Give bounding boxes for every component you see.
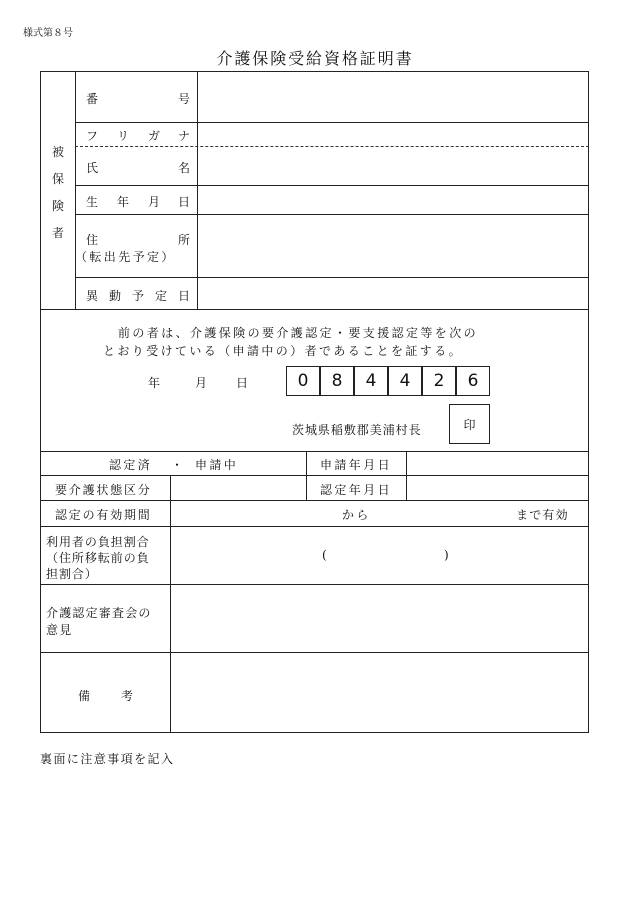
insured-label-divider bbox=[75, 71, 76, 309]
transfer-date-label-4: 日 bbox=[178, 289, 191, 303]
form-frame bbox=[40, 71, 589, 733]
number-label-0: 番 bbox=[86, 92, 99, 106]
opinion-label-2: 意見 bbox=[46, 623, 73, 637]
birthdate-label-2: 月 bbox=[148, 195, 161, 209]
address-label-0: 住 bbox=[86, 233, 99, 247]
date-label-day: 日 bbox=[236, 376, 249, 390]
statement-line-2: とおり受けている（申請中の）者であることを証する。 bbox=[103, 344, 464, 358]
code-digit-2: 4 bbox=[354, 366, 388, 396]
transfer-date-label-3: 定 bbox=[155, 289, 168, 303]
name-label-0: 氏 bbox=[86, 161, 99, 175]
code-digit-0: 0 bbox=[286, 366, 320, 396]
number-label-1: 号 bbox=[178, 92, 191, 106]
insured-section-label-1: 保 bbox=[52, 172, 65, 186]
valid-until: まで有効 bbox=[516, 508, 569, 522]
remarks-label-0: 備 bbox=[78, 689, 91, 703]
remarks-label-1: 考 bbox=[121, 689, 134, 703]
birthdate-label-0: 生 bbox=[86, 195, 99, 209]
code-digit-3: 4 bbox=[388, 366, 422, 396]
address-label-1: 所 bbox=[178, 233, 191, 247]
valid-period-label: 認定の有効期間 bbox=[55, 508, 152, 522]
insured-section-label-2: 険 bbox=[52, 199, 65, 213]
transfer-date-label-0: 異 bbox=[86, 289, 99, 303]
burden-close-paren: ) bbox=[444, 548, 449, 562]
insured-value-divider bbox=[197, 71, 198, 309]
birthdate-label-3: 日 bbox=[178, 195, 191, 209]
address-sub-label: （転出先予定） bbox=[75, 250, 176, 264]
statement-line-1: 前の者は、介護保険の要介護認定・要支援認定等を次の bbox=[118, 326, 479, 340]
form-number: 様式第８号 bbox=[23, 28, 73, 39]
status-separator: ・ bbox=[171, 458, 184, 472]
issuer-name: 茨城県稲敷郡美浦村長 bbox=[292, 423, 422, 437]
status-certified: 認定済 bbox=[109, 458, 153, 472]
certification-date-label: 認定年月日 bbox=[320, 483, 393, 497]
furigana-label-2: ガ bbox=[148, 129, 161, 143]
burden-open-paren: ( bbox=[322, 548, 327, 562]
page-title: 介護保険受給資格証明書 bbox=[216, 49, 414, 68]
insured-section-label-3: 者 bbox=[52, 226, 65, 240]
birthdate-label-1: 年 bbox=[117, 195, 130, 209]
burden-label-2: （住所移転前の負 bbox=[46, 551, 150, 565]
burden-label-1: 利用者の負担割合 bbox=[46, 535, 150, 549]
footer-note: 裏面に注意事項を記入 bbox=[40, 752, 175, 766]
date-label-year: 年 bbox=[148, 376, 161, 390]
application-date-label: 申請年月日 bbox=[320, 458, 393, 472]
seal-box: 印 bbox=[449, 404, 490, 444]
burden-label-3: 担割合） bbox=[46, 567, 98, 581]
date-label-month: 月 bbox=[195, 376, 208, 390]
insured-section-label-0: 被 bbox=[52, 145, 65, 159]
transfer-date-label-2: 予 bbox=[132, 289, 145, 303]
furigana-label-1: リ bbox=[117, 129, 130, 143]
care-level-label: 要介護状態区分 bbox=[55, 483, 152, 497]
transfer-date-label-1: 動 bbox=[109, 289, 122, 303]
status-pending: 申請中 bbox=[195, 458, 239, 472]
code-digit-1: 8 bbox=[320, 366, 354, 396]
furigana-label-0: フ bbox=[86, 129, 99, 143]
furigana-label-3: ナ bbox=[178, 129, 191, 143]
valid-from: から bbox=[342, 508, 371, 522]
opinion-label-1: 介護認定審査会の bbox=[46, 606, 152, 620]
code-digit-4: 2 bbox=[422, 366, 456, 396]
name-label-1: 名 bbox=[178, 161, 191, 175]
code-digit-5: 6 bbox=[456, 366, 490, 396]
